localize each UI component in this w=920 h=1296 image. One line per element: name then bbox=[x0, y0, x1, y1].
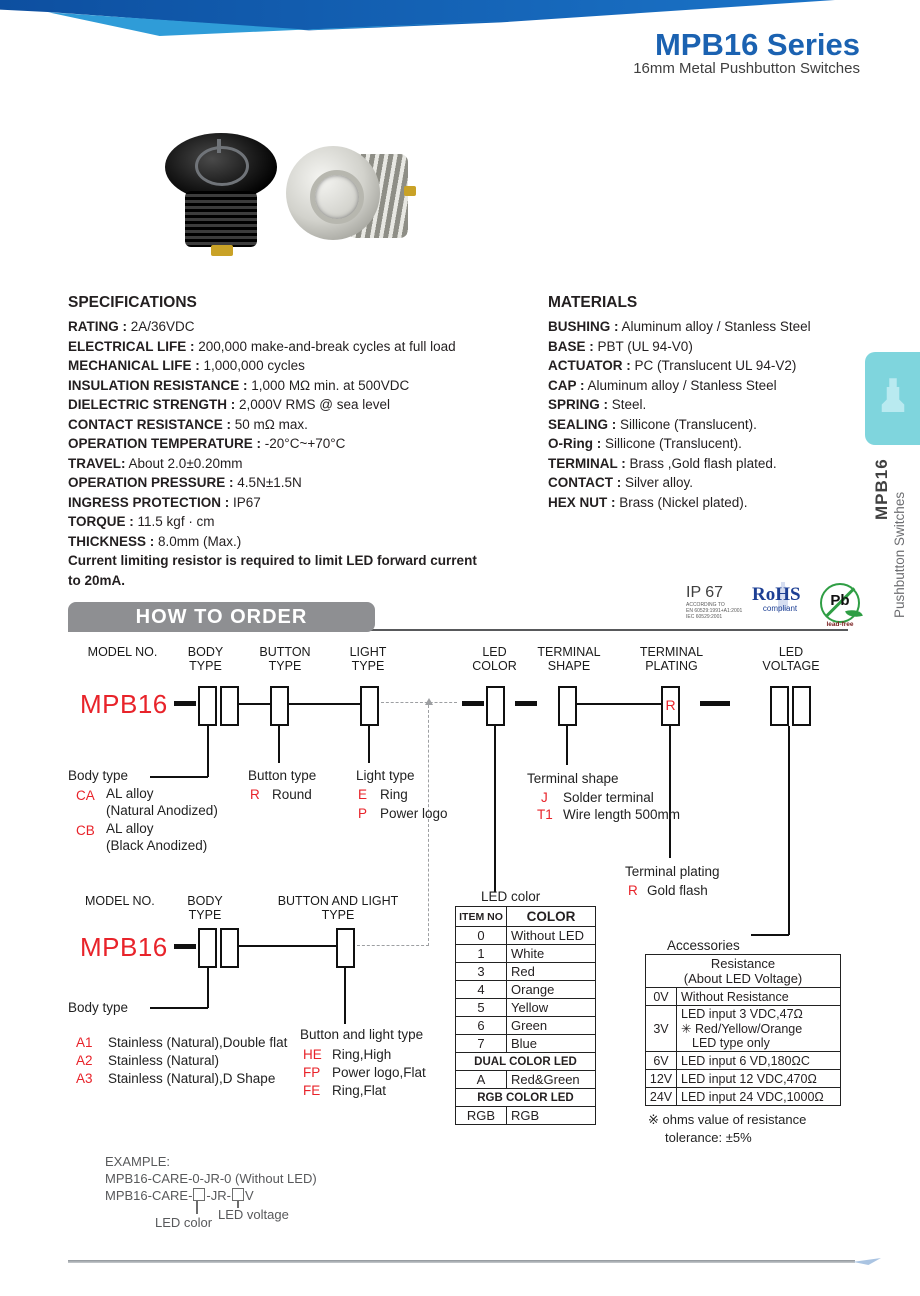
table-row bbox=[646, 1088, 841, 1106]
led-item-no: 7 bbox=[456, 1035, 507, 1053]
material-value: Brass ,Gold flash plated. bbox=[629, 455, 777, 471]
light-type-box bbox=[360, 686, 379, 726]
spec-label: TORQUE : bbox=[68, 514, 134, 529]
acc-header-line: (About LED Voltage) bbox=[683, 971, 803, 986]
table-row bbox=[646, 988, 841, 1006]
accessories-header bbox=[646, 955, 841, 988]
example-led-voltage-label: LED voltage bbox=[218, 1207, 289, 1222]
led-color-name: Red bbox=[507, 963, 596, 981]
button-light-desc: Ring,High bbox=[332, 1047, 392, 1062]
material-label: CONTACT : bbox=[548, 475, 622, 490]
acc-voltage: 0V bbox=[646, 988, 677, 1006]
spec-value: About 2.0±0.20mm bbox=[128, 455, 243, 471]
black-button-body bbox=[185, 191, 257, 247]
terminal-plating-desc: Gold flash bbox=[647, 883, 708, 898]
ip67-mark bbox=[686, 584, 752, 620]
button-type-code: R bbox=[250, 787, 260, 802]
spec-row bbox=[68, 454, 543, 474]
material-row bbox=[548, 376, 878, 396]
spec-row bbox=[68, 415, 543, 435]
terminal-shape-desc: Solder terminal bbox=[563, 790, 654, 805]
body-type-code: CB bbox=[76, 823, 95, 838]
col-model-no bbox=[70, 645, 175, 659]
led-item-no: 3 bbox=[456, 963, 507, 981]
example-tick-color bbox=[196, 1201, 198, 1214]
led-col-color: COLOR bbox=[507, 907, 596, 927]
light-type-desc: Ring bbox=[380, 787, 408, 802]
material-value: Aluminum alloy / Stanless Steel bbox=[621, 319, 811, 334]
body-type-desc: AL alloy bbox=[106, 821, 154, 836]
spec-row bbox=[68, 317, 543, 337]
spec-value: 2A/36VDC bbox=[130, 319, 195, 334]
acc-desc-line: LED type only bbox=[692, 1036, 770, 1050]
dashed-arrow-up bbox=[425, 698, 433, 705]
bottom-rule-tip bbox=[853, 1258, 881, 1265]
leader-led-color bbox=[494, 726, 496, 892]
button-light-desc: Power logo,Flat bbox=[332, 1065, 426, 1080]
material-value: Aluminum alloy / Stanless Steel bbox=[587, 377, 777, 393]
steel-button-terminal bbox=[404, 186, 416, 196]
table-row bbox=[646, 955, 841, 988]
spec-label: THICKNESS : bbox=[68, 533, 155, 549]
light-type-code: E bbox=[358, 787, 368, 802]
body-type2-desc: Stainless (Natural),D Shape bbox=[108, 1071, 276, 1086]
example-led-color-label: LED color bbox=[155, 1215, 213, 1230]
spec-row bbox=[68, 356, 543, 376]
accessories-table bbox=[645, 954, 841, 1106]
spec-value: IP67 bbox=[233, 494, 261, 510]
spec-label: OPERATION PRESSURE : bbox=[68, 475, 234, 490]
col-terminal-shape bbox=[528, 645, 610, 673]
black-button-terminal bbox=[211, 245, 233, 256]
pb-sub: lead-free bbox=[826, 621, 854, 628]
product-photo-black bbox=[165, 133, 280, 261]
materials-heading: MATERIALS bbox=[548, 294, 638, 311]
spec-row bbox=[68, 512, 543, 532]
dual-color-header: DUAL COLOR LED bbox=[456, 1053, 596, 1071]
led-color-box bbox=[486, 686, 505, 726]
spec-value: 50 mΩ max. bbox=[234, 416, 308, 432]
pb-free-logo bbox=[820, 583, 864, 631]
col-line: TYPE bbox=[189, 659, 222, 673]
led-color-table-title: LED color bbox=[481, 889, 541, 904]
acc-desc: LED input 6 VD,180ΩC bbox=[677, 1052, 841, 1070]
leader-body-type2-h bbox=[150, 1007, 208, 1009]
table-row bbox=[456, 907, 596, 927]
spec-label: DIELECTRIC STRENGTH : bbox=[68, 397, 236, 412]
col-line: SHAPE bbox=[547, 659, 591, 673]
spec-row bbox=[68, 337, 543, 357]
led-item-no: 5 bbox=[456, 999, 507, 1017]
specifications-section bbox=[68, 294, 543, 590]
spec-label: CONTACT RESISTANCE : bbox=[68, 416, 231, 432]
terminal-plating-code: R bbox=[628, 883, 638, 898]
acc-voltage: 6V bbox=[646, 1052, 677, 1070]
led-item-no: 0 bbox=[456, 927, 507, 945]
light-type-code: P bbox=[358, 806, 368, 821]
material-label: TERMINAL : bbox=[548, 455, 626, 471]
material-value: Sillicone (Translucent). bbox=[605, 436, 742, 451]
material-row bbox=[548, 415, 878, 435]
col-line: BUTTON bbox=[259, 645, 311, 659]
spec-row bbox=[68, 532, 543, 552]
rohs-text: RoHS bbox=[752, 584, 801, 605]
order-dash bbox=[515, 701, 537, 706]
material-label: O-Ring : bbox=[548, 436, 602, 451]
body-type2-box-1 bbox=[198, 928, 217, 968]
body-type2-code: A1 bbox=[76, 1035, 93, 1050]
material-label: HEX NUT : bbox=[548, 494, 616, 510]
col-body-type bbox=[168, 645, 243, 673]
led-color-name: RGB bbox=[507, 1107, 596, 1125]
series-tab bbox=[865, 352, 920, 445]
col-line: TERMINAL bbox=[639, 645, 704, 659]
body-type-code: CA bbox=[76, 788, 95, 803]
acc-desc-line: LED input 3 VDC,47Ω bbox=[681, 1007, 803, 1021]
led-item-no: 1 bbox=[456, 945, 507, 963]
material-label: CAP : bbox=[548, 377, 585, 393]
table-row bbox=[456, 927, 596, 945]
order-dash bbox=[462, 701, 484, 706]
table-row bbox=[456, 1107, 596, 1125]
sidebar-series-label: MPB16 bbox=[872, 458, 891, 520]
leader-led-voltage bbox=[788, 726, 790, 935]
led-color-name: Yellow bbox=[507, 999, 596, 1017]
pb-text: Pb bbox=[830, 592, 850, 609]
led-color-name: Without LED bbox=[507, 927, 596, 945]
led-item-no: A bbox=[456, 1071, 507, 1089]
led-item-no: 4 bbox=[456, 981, 507, 999]
led-col-itemno: ITEM NO bbox=[456, 907, 507, 927]
led-item-no: RGB bbox=[456, 1107, 507, 1125]
example-block bbox=[105, 1153, 317, 1204]
body-type-desc: AL alloy bbox=[106, 786, 154, 801]
spec-row bbox=[68, 376, 543, 396]
led-color-table bbox=[455, 906, 596, 1125]
body-type2-desc: Stainless (Natural),Double flat bbox=[108, 1035, 288, 1050]
accessories-note2: tolerance: ±5% bbox=[665, 1130, 752, 1145]
spec-row bbox=[68, 395, 543, 415]
spec-value: 1,000,000 cycles bbox=[203, 358, 305, 373]
led-color-name: Orange bbox=[507, 981, 596, 999]
material-label: BUSHING : bbox=[548, 319, 619, 334]
connector-line bbox=[239, 945, 336, 947]
terminal-plating-box bbox=[661, 686, 680, 726]
dashed-connector-h2 bbox=[357, 945, 429, 946]
ip67-sub3: IEC 60529:2001 bbox=[686, 614, 723, 620]
leader-terminal-plating bbox=[669, 726, 671, 858]
col-button-type bbox=[245, 645, 325, 673]
example-part: V bbox=[244, 1188, 254, 1203]
acc-desc-line: ✳ Red/Yellow/Orange bbox=[681, 1022, 803, 1036]
example-part: -JR- bbox=[206, 1188, 231, 1203]
model-number-2: MPB16 bbox=[80, 932, 168, 962]
page-title: MPB16 Series bbox=[654, 27, 860, 62]
ip67-title: IP 67 bbox=[686, 584, 724, 601]
spec-value: 1,000 MΩ min. at 500VDC bbox=[251, 377, 410, 393]
acc-desc: LED input 24 VDC,1000Ω bbox=[677, 1088, 841, 1106]
col-line: BODY bbox=[187, 894, 223, 908]
spec-label: RATING : bbox=[68, 319, 127, 334]
spec-value: -20°C~+70°C bbox=[264, 436, 346, 451]
body-type2-box-2 bbox=[220, 928, 239, 968]
material-label: BASE : bbox=[548, 338, 594, 354]
led-voltage-box-2 bbox=[792, 686, 811, 726]
acc-desc: Without Resistance bbox=[677, 988, 841, 1006]
acc-voltage: 24V bbox=[646, 1088, 677, 1106]
body-type-label: Body type bbox=[68, 768, 129, 783]
body-type2-code: A3 bbox=[76, 1071, 93, 1086]
material-row bbox=[548, 434, 878, 454]
spec-row bbox=[68, 434, 543, 454]
led-voltage-box-1 bbox=[770, 686, 789, 726]
connector-line bbox=[239, 703, 270, 705]
material-row bbox=[548, 473, 878, 493]
leader-body-type-h bbox=[150, 776, 208, 778]
example-led-voltage-box bbox=[232, 1188, 244, 1201]
col-led-voltage bbox=[746, 645, 836, 673]
ip67-sub2: EN 60529:1991+A1:2001 bbox=[686, 608, 743, 614]
led-item-no: 6 bbox=[456, 1017, 507, 1035]
terminal-shape-label: Terminal shape bbox=[527, 771, 619, 786]
body-type2-label: Body type bbox=[68, 1000, 129, 1015]
connector-line bbox=[577, 703, 661, 705]
light-type-desc: Power logo bbox=[380, 806, 448, 821]
leader-body-type bbox=[207, 726, 209, 777]
leader-light-type bbox=[368, 726, 370, 763]
col2-button-light-type bbox=[258, 894, 418, 922]
terminal-shape-desc: Wire length 500mm bbox=[563, 807, 681, 822]
acc-desc: LED input 12 VDC,470Ω bbox=[677, 1070, 841, 1088]
body-type-box-2 bbox=[220, 686, 239, 726]
body-type-box-1 bbox=[198, 686, 217, 726]
col-line: COLOR bbox=[472, 659, 517, 673]
material-row bbox=[548, 317, 878, 337]
material-label: SPRING : bbox=[548, 397, 609, 412]
example-part: MPB16-CARE- bbox=[105, 1188, 193, 1203]
table-row bbox=[456, 945, 596, 963]
col-line: VOLTAGE bbox=[762, 659, 820, 673]
col-terminal-plating bbox=[624, 645, 719, 673]
terminal-shape-code: T1 bbox=[537, 807, 553, 822]
how-to-order-label: HOW TO ORDER bbox=[135, 605, 308, 628]
rgb-color-header: RGB COLOR LED bbox=[456, 1089, 596, 1107]
col-line: LED bbox=[482, 645, 507, 659]
power-icon-stem bbox=[217, 139, 221, 153]
col-line: MODEL NO. bbox=[87, 645, 158, 659]
col-line: TERMINAL bbox=[537, 645, 601, 659]
table-row bbox=[646, 1006, 841, 1052]
example-led-color-box bbox=[193, 1188, 205, 1201]
acc-header-line: Resistance bbox=[710, 956, 776, 971]
rohs-sub: compliant bbox=[762, 604, 798, 613]
table-row bbox=[456, 963, 596, 981]
page-subtitle: 16mm Metal Pushbutton Switches bbox=[633, 60, 860, 77]
example-line1: MPB16-CARE-0-JR-0 (Without LED) bbox=[105, 1171, 317, 1186]
order-dash bbox=[174, 701, 196, 706]
material-value: PBT (UL 94-V0) bbox=[597, 338, 693, 354]
table-row bbox=[456, 1053, 596, 1071]
example-line2 bbox=[105, 1187, 317, 1204]
table-row bbox=[456, 981, 596, 999]
leader-terminal-shape bbox=[566, 726, 568, 765]
button-light-code: FP bbox=[303, 1065, 321, 1080]
terminal-shape-code: J bbox=[541, 790, 548, 805]
table-row bbox=[456, 1035, 596, 1053]
materials-section bbox=[548, 294, 878, 512]
spec-value: 11.5 kgf · cm bbox=[137, 514, 215, 529]
leader-body-type2 bbox=[207, 968, 209, 1008]
acc-desc bbox=[677, 1006, 841, 1052]
material-row bbox=[548, 337, 878, 357]
leaf-icon bbox=[845, 607, 863, 620]
specifications-heading: SPECIFICATIONS bbox=[68, 294, 197, 311]
spec-value: 200,000 make-and-break cycles at full load bbox=[198, 338, 456, 354]
button-light-desc: Ring,Flat bbox=[332, 1083, 387, 1098]
spec-value: 8.0mm (Max.) bbox=[158, 533, 242, 549]
spec-label: INSULATION RESISTANCE : bbox=[68, 377, 248, 393]
col-line: TYPE bbox=[188, 908, 222, 922]
spec-note-line1: Current limiting resistor is required to limit LED forward current bbox=[68, 553, 477, 568]
power-icon bbox=[195, 146, 249, 186]
col-line: TYPE bbox=[268, 659, 302, 673]
connector-line bbox=[289, 703, 360, 705]
acc-voltage: 12V bbox=[646, 1070, 677, 1088]
material-value: Brass (Nickel plated). bbox=[619, 494, 748, 510]
spec-label: TRAVEL: bbox=[68, 455, 126, 471]
col-line: PLATING bbox=[645, 659, 698, 673]
col-line: BODY bbox=[187, 645, 224, 659]
material-row bbox=[548, 395, 878, 415]
col-line: MODEL NO. bbox=[85, 894, 155, 908]
led-color-name: Red&Green bbox=[507, 1071, 596, 1089]
button-light-code: HE bbox=[303, 1047, 322, 1062]
spec-value: 4.5N±1.5N bbox=[237, 475, 302, 490]
light-type-label: Light type bbox=[356, 768, 415, 783]
col-light-type bbox=[328, 645, 408, 673]
spec-row bbox=[68, 493, 543, 513]
material-value: Silver alloy. bbox=[625, 475, 694, 490]
model-number: MPB16 bbox=[80, 689, 168, 719]
material-label: ACTUATOR : bbox=[548, 358, 631, 373]
button-light-box bbox=[336, 928, 355, 968]
terminal-plating-label: Terminal plating bbox=[625, 864, 720, 879]
accessories-label: Accessories bbox=[667, 938, 740, 953]
col-line: TYPE bbox=[351, 659, 385, 673]
col-line: TYPE bbox=[321, 908, 355, 922]
body-type2-desc: Stainless (Natural) bbox=[108, 1053, 220, 1068]
table-row bbox=[646, 1070, 841, 1088]
button-type-desc: Round bbox=[272, 787, 312, 802]
how-to-order-banner bbox=[68, 602, 375, 632]
terminal-shape-box bbox=[558, 686, 577, 726]
pushbutton-icon bbox=[878, 376, 908, 418]
spec-note-line2: to 20mA. bbox=[68, 572, 126, 588]
steel-button-ring bbox=[310, 170, 364, 224]
body-type-desc: (Black Anodized) bbox=[106, 838, 208, 853]
dashed-connector-v bbox=[428, 705, 429, 946]
spec-row bbox=[68, 473, 543, 493]
material-row bbox=[548, 493, 878, 513]
spec-label: INGRESS PROTECTION : bbox=[68, 494, 230, 510]
button-type-box bbox=[270, 686, 289, 726]
material-row bbox=[548, 454, 878, 474]
table-row bbox=[646, 1052, 841, 1070]
example-heading: EXAMPLE: bbox=[105, 1154, 171, 1169]
pb-circle bbox=[820, 583, 860, 623]
led-color-name: Green bbox=[507, 1017, 596, 1035]
material-value: PC (Translucent UL 94-V2) bbox=[634, 358, 797, 373]
rohs-logo bbox=[752, 586, 814, 613]
button-type-label: Button type bbox=[248, 768, 317, 783]
table-row bbox=[456, 999, 596, 1017]
plating-code-letter: R bbox=[665, 697, 676, 713]
bottom-rule bbox=[68, 1260, 855, 1263]
led-color-name: White bbox=[507, 945, 596, 963]
led-color-name: Blue bbox=[507, 1035, 596, 1053]
col-led-color bbox=[457, 645, 532, 673]
table-row bbox=[456, 1089, 596, 1107]
product-photo-steel bbox=[286, 146, 421, 251]
table-row bbox=[456, 1071, 596, 1089]
dashed-connector-h1 bbox=[381, 702, 457, 703]
order-dash bbox=[174, 944, 196, 949]
button-light-code: FE bbox=[303, 1083, 321, 1098]
accessories-note1: ※ ohms value of resistance bbox=[648, 1112, 807, 1127]
leader-button-type bbox=[278, 726, 280, 763]
sidebar-category-label: Pushbutton Switches bbox=[892, 491, 907, 618]
button-light-label: Button and light type bbox=[300, 1027, 424, 1042]
ip67-sub1: ACCORDING TO bbox=[686, 602, 725, 608]
col2-body-type bbox=[165, 894, 245, 922]
body-type2-code: A2 bbox=[76, 1053, 93, 1068]
acc-voltage: 3V bbox=[646, 1006, 677, 1052]
material-value: Steel. bbox=[611, 397, 647, 412]
leader-accessories-h bbox=[751, 934, 789, 936]
spec-label: ELECTRICAL LIFE : bbox=[68, 338, 195, 354]
material-value: Sillicone (Translucent). bbox=[620, 416, 757, 432]
spec-label: OPERATION TEMPERATURE : bbox=[68, 436, 262, 451]
leader-button-light bbox=[344, 968, 346, 1024]
body-type-desc: (Natural Anodized) bbox=[106, 803, 218, 818]
order-dash bbox=[700, 701, 730, 706]
material-label: SEALING : bbox=[548, 416, 617, 432]
table-row bbox=[456, 1017, 596, 1035]
col-line: BUTTON AND LIGHT bbox=[277, 894, 399, 908]
col-line: LIGHT bbox=[349, 645, 387, 659]
spec-value: 2,000V RMS @ sea level bbox=[239, 397, 391, 412]
material-row bbox=[548, 356, 878, 376]
col-line: LED bbox=[778, 645, 804, 659]
spec-label: MECHANICAL LIFE : bbox=[68, 358, 200, 373]
